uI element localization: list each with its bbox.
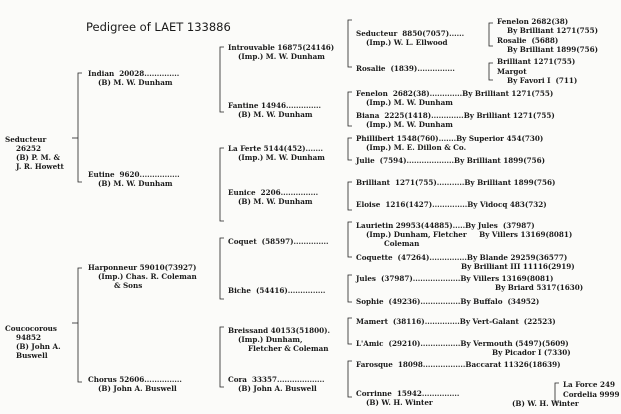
gen3-entry-1: Introuvable 16875(24146)	[228, 43, 335, 52]
gen2-entry-3-breeder-2: & Sons	[114, 281, 143, 290]
gen4-entry-3-breeder: (Imp.) M. W. Dunham	[366, 98, 453, 107]
gen5-entry-6-breeder: (B) W. H. Winter	[512, 399, 579, 408]
gen4-entry-14: L'Amic (29210)................By Vermouth (5497)(5609)	[356, 339, 569, 348]
gen2-entry-1: Indian 20028..............	[88, 69, 180, 78]
gen2-entry-3-breeder: (Imp.) Chas. R. Coleman	[98, 272, 197, 281]
gen5-entry-6: Cordelia 9999	[563, 390, 620, 399]
gen4-entry-4: Biana 2225(1418).............By Brilliant 1271(755)	[356, 111, 555, 120]
gen1-sire-breeder: (B) P. M. &	[16, 153, 61, 162]
gen3-entry-8: Cora 33357...................	[228, 375, 325, 384]
gen4-entry-3: Fenelon 2682(38).............By Brilliant 1271(755)	[356, 89, 554, 98]
gen5-entry-4-sire: By Favori I (711)	[507, 76, 578, 85]
gen4-entry-9: Laurietin 29953(44885).....By Jules (37987)	[356, 221, 535, 230]
gen3-entry-5: Coquet (58597)..............	[228, 237, 329, 246]
gen2-entry-3: Harponneur 59010(73927)	[88, 263, 197, 272]
gen3-entry-7: Breissand 40153(51800).	[228, 326, 330, 335]
gen4-entry-15: Farosque 18098.................Baccarat 11326(18639)	[356, 360, 561, 369]
gen5-entry-3: Brilliant 1271(755)	[497, 57, 576, 66]
gen4-entry-11: Jules (37987)...................By Villers 13169(8081)	[356, 274, 554, 283]
gen3-entry-3-breeder: (Imp.) M. W. Dunham	[238, 153, 325, 162]
gen4-entry-11-grandsire: By Briard 5317(1630)	[495, 283, 584, 292]
gen2-entry-2-breeder: (B) M. W. Dunham	[98, 179, 173, 188]
gen4-entry-6: Julie (7594)...................By Brilliant 1899(756)	[356, 156, 546, 165]
gen1-sire-name: Seducteur	[5, 135, 47, 144]
gen5-entry-1: Fenelon 2682(38)	[497, 17, 569, 26]
page-title: Pedigree of LAET 133886	[86, 20, 231, 34]
gen2-entry-4-breeder: (B) John A. Buswell	[98, 384, 177, 393]
gen1-sire-breeder-2: J. R. Howett	[16, 162, 64, 171]
gen4-entry-9-breeder: (Imp.) Dunham, Fletcher By Villers 13169(8081)	[366, 230, 573, 239]
gen5-entry-4: Margot	[497, 67, 527, 76]
gen3-entry-8-breeder: (B) John A. Buswell	[238, 384, 317, 393]
gen4-entry-14-grandsire: By Picador I (7330)	[492, 348, 571, 357]
gen4-entry-7: Brilliant 1271(755)...........By Brilliant 1899(756)	[356, 178, 556, 187]
gen3-entry-2-breeder: (B) M. W. Dunham	[238, 110, 313, 119]
gen4-entry-16: Corrinne 15942...............	[356, 389, 460, 398]
gen4-entry-4-breeder: (Imp.) M. W. Dunham	[366, 120, 453, 129]
gen4-entry-10: Coquette (47264)...............By Blande 29259(36577)	[356, 253, 568, 262]
gen3-entry-4-breeder: (B) M. W. Dunham	[238, 197, 313, 206]
gen4-entry-16-breeder: (B) W. H. Winter	[366, 398, 433, 407]
gen3-entry-1-breeder: (Imp.) M. W. Dunham	[238, 52, 325, 61]
gen3-entry-2: Fantine 14946..............	[228, 101, 321, 110]
gen1-dam-name: Coucocorous	[5, 324, 57, 333]
gen2-entry-1-breeder: (B) M. W. Dunham	[98, 78, 173, 87]
gen1-dam-breeder: (B) John A.	[16, 342, 61, 351]
gen4-entry-10-grandsire: By Brilliant III 11116(2919)	[461, 262, 575, 271]
gen3-entry-3: La Ferte 5144(452).......	[228, 144, 324, 153]
gen1-dam-reg: 94852	[16, 333, 42, 342]
gen3-entry-7-breeder-2: Fletcher & Coleman	[248, 344, 329, 353]
gen4-entry-5: Phillibert 1548(760).......By Superior 454(730)	[356, 134, 544, 143]
gen2-entry-2: Eutine 9620................	[88, 170, 180, 179]
gen2-entry-4: Chorus 52606...............	[88, 375, 182, 384]
gen3-entry-4: Eunice 2206...............	[228, 188, 319, 197]
gen4-entry-2: Rosalie (1839)...............	[356, 64, 455, 73]
gen5-entry-1-sire: By Brilliant 1271(755)	[507, 26, 599, 35]
gen4-entry-5-breeder: (Imp.) M. E. Dillon & Co.	[366, 143, 467, 152]
gen4-entry-1: Seducteur 8850(7057)......	[356, 29, 465, 38]
gen1-dam-breeder-2: Buswell	[16, 351, 48, 360]
gen4-entry-12: Sophie (49236)................By Buffalo (34952)	[356, 297, 540, 306]
gen5-entry-5: La Force 249	[563, 380, 615, 389]
gen4-entry-1-breeder: (Imp.) W. L. Ellwood	[366, 38, 448, 47]
gen5-entry-2: Rosalie (5688)	[497, 36, 559, 45]
gen4-entry-13: Mamert (38116)..............By Vert-Galant (22523)	[356, 317, 556, 326]
gen5-entry-2-sire: By Brilliant 1899(756)	[507, 45, 599, 54]
gen3-entry-7-breeder: (Imp.) Dunham,	[238, 335, 303, 344]
gen3-entry-6: Biche (54416)...............	[228, 286, 326, 295]
gen4-entry-9-breeder-2: Coleman	[384, 239, 420, 248]
gen1-sire-reg: 26252	[16, 144, 42, 153]
gen4-entry-8: Eloise 1216(1427)..............By Vidocq 483(732)	[356, 200, 547, 209]
